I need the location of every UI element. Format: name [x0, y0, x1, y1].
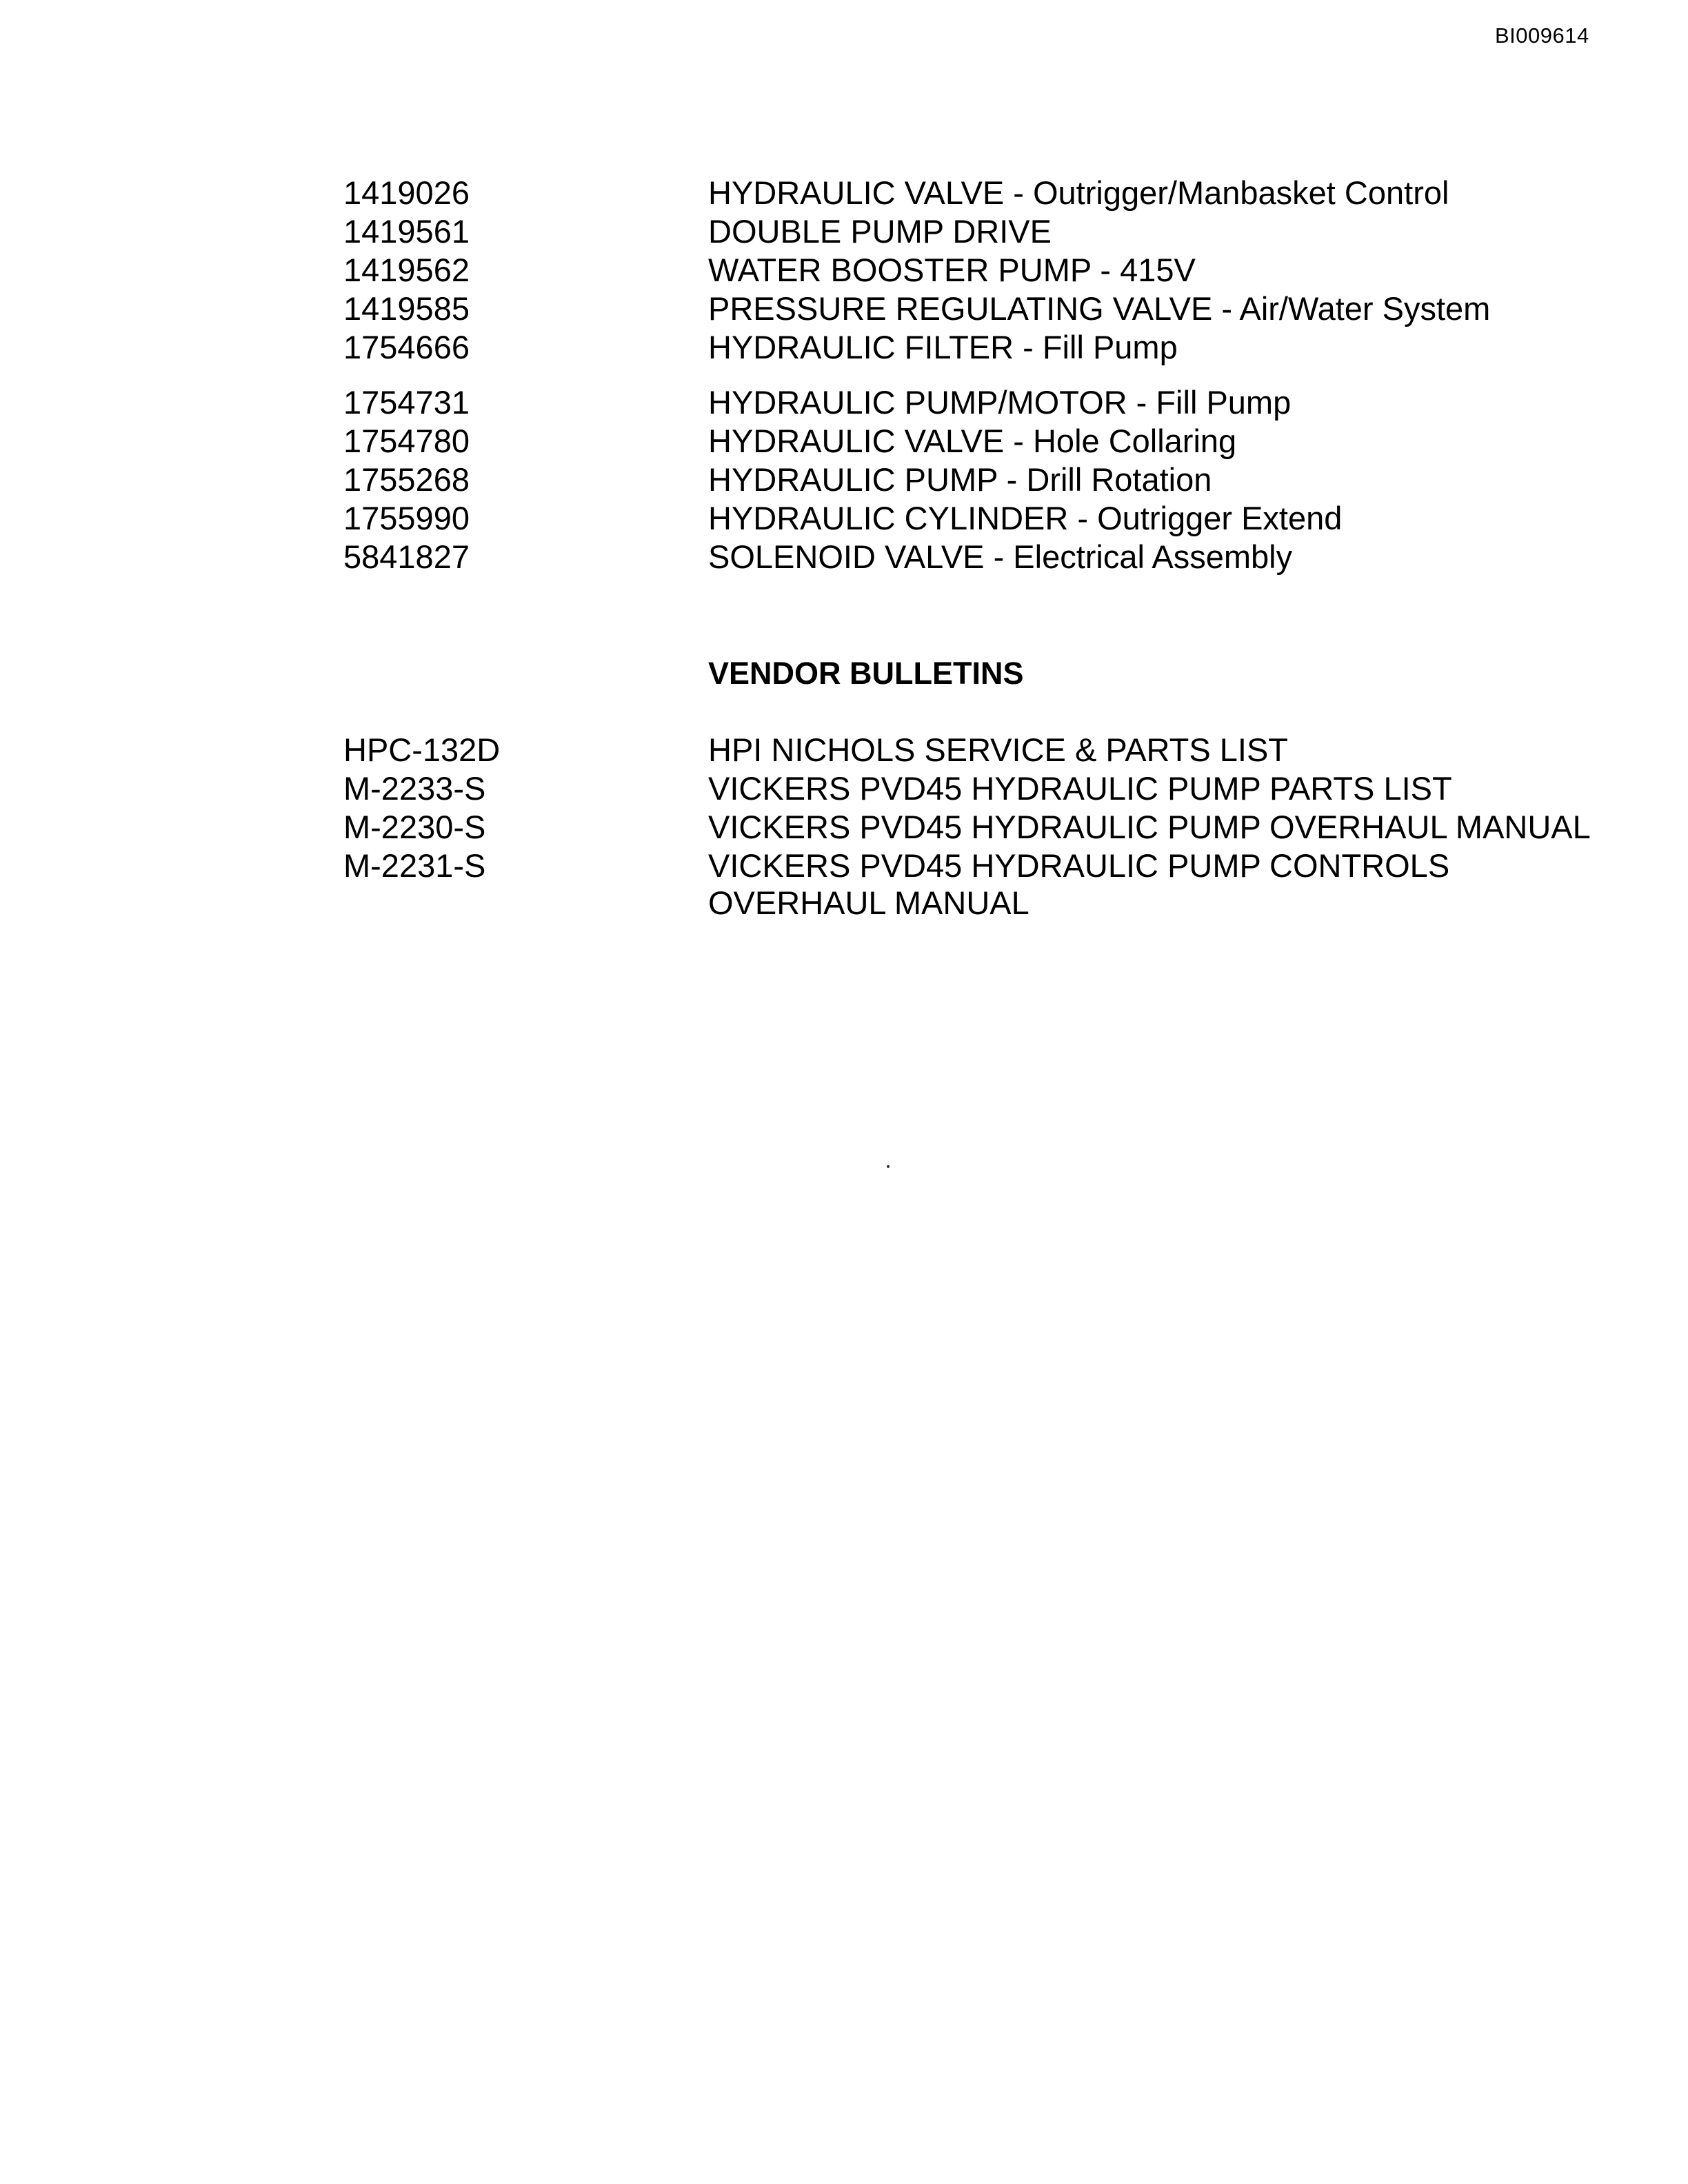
bulletin-description: HPI NICHOLS SERVICE & PARTS LIST — [708, 731, 1289, 768]
vendor-bulletins-heading: VENDOR BULLETINS — [708, 656, 1024, 691]
part-number: 1419585 — [343, 290, 470, 327]
part-description: SOLENOID VALVE - Electrical Assembly — [708, 538, 1293, 575]
bulletin-number: HPC-132D — [343, 731, 501, 768]
bulletin-number: M-2231-S — [343, 847, 486, 884]
bulletin-description: VICKERS PVD45 HYDRAULIC PUMP OVERHAUL MANUAL — [708, 809, 1591, 845]
part-description: HYDRAULIC VALVE - Outrigger/Manbasket Control — [708, 174, 1449, 211]
part-description: HYDRAULIC PUMP/MOTOR - Fill Pump — [708, 384, 1292, 421]
document-id: BI009614 — [1495, 23, 1589, 48]
part-description: WATER BOOSTER PUMP - 415V — [708, 252, 1196, 288]
bulletin-description: VICKERS PVD45 HYDRAULIC PUMP PARTS LIST — [708, 770, 1452, 807]
bulletin-description: OVERHAUL MANUAL — [708, 884, 1029, 921]
part-description: PRESSURE REGULATING VALVE - Air/Water System — [708, 290, 1491, 327]
part-number: 1419561 — [343, 213, 470, 250]
part-number: 1755268 — [343, 461, 470, 498]
bulletin-number: M-2233-S — [343, 770, 486, 807]
part-number: 1754731 — [343, 384, 470, 421]
part-number: 1419562 — [343, 252, 470, 288]
part-description: HYDRAULIC CYLINDER - Outrigger Extend — [708, 500, 1343, 536]
part-number: 5841827 — [343, 538, 470, 575]
part-description: DOUBLE PUMP DRIVE — [708, 213, 1052, 250]
part-number: 1754780 — [343, 423, 470, 459]
part-number: 1419026 — [343, 174, 470, 211]
part-description: HYDRAULIC VALVE - Hole Collaring — [708, 423, 1237, 459]
scan-speck — [887, 1165, 890, 1168]
part-description: HYDRAULIC PUMP - Drill Rotation — [708, 461, 1212, 498]
part-number: 1754666 — [343, 329, 470, 365]
bulletin-description: VICKERS PVD45 HYDRAULIC PUMP CONTROLS — [708, 847, 1450, 884]
bulletin-number: M-2230-S — [343, 809, 486, 845]
part-number: 1755990 — [343, 500, 470, 536]
part-description: HYDRAULIC FILTER - Fill Pump — [708, 329, 1178, 365]
